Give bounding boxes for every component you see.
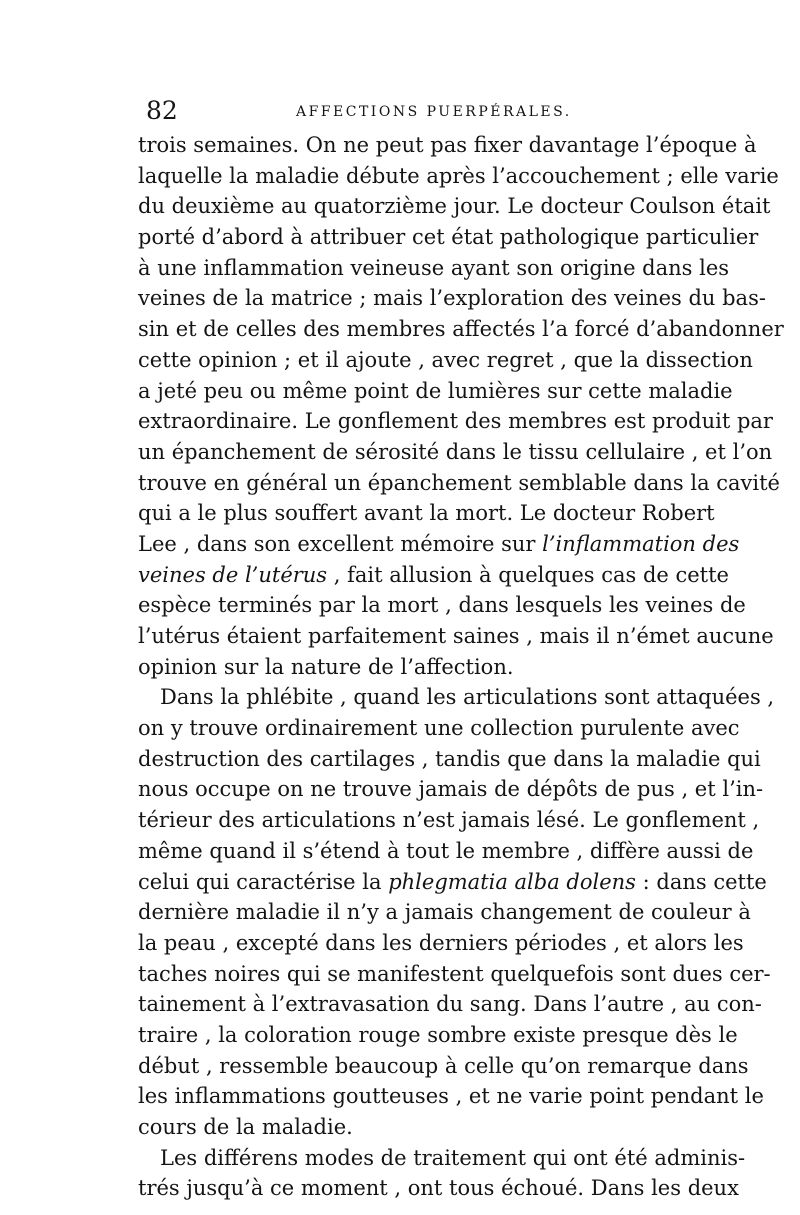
paragraph-start-line: Les différens modes de traitement qui ont été adminis- <box>160 1145 746 1170</box>
text-line: nous occupe on ne trouve jamais de dépôts de pus , et l’in- <box>138 777 764 802</box>
text-line: du deuxième au quatorzième jour. Le docteur Coulson était <box>138 194 771 219</box>
text-line: tainement à l’extravasation du sang. Dans l’autre , au con- <box>138 992 762 1017</box>
text-line: trouve en général un épanchement semblable dans la cavité <box>138 470 780 495</box>
text-line: a jeté peu ou même point de lumières sur cette maladie <box>138 378 733 403</box>
text-line: veines de la matrice ; mais l’exploration des veines du bas- <box>138 286 766 311</box>
text-line: à une inflammation veineuse ayant son origine dans les <box>138 255 730 280</box>
text-line: l’utérus étaient parfaitement saines , mais il n’émet aucune <box>138 624 774 648</box>
running-title: AFFECTIONS PUERPÉRALES. <box>296 104 572 120</box>
text-line: la peau , excepté dans les derniers périodes , et alors les <box>138 930 744 955</box>
text-line: laquelle la maladie débute après l’accouchement ; elle varie <box>138 163 779 188</box>
italic-phrase: veines de l’utérus <box>138 562 328 587</box>
text-line: même quand il s’étend à tout le membre , diffère aussi de <box>138 838 754 863</box>
body-text <box>138 130 784 1204</box>
italic-phrase: phlegmatia alba dolens <box>388 869 636 894</box>
text-line: dernière maladie il n’y a jamais changement de couleur à <box>138 900 751 925</box>
text-line: cette opinion ; et il ajoute , avec regret , que la dissection <box>138 347 753 372</box>
paragraph-end-line: cours de la maladie. <box>138 1115 353 1139</box>
text-line: début , ressemble beaucoup à celle qu’on remarque dans <box>138 1053 749 1078</box>
text-line: les inflammations goutteuses , et ne varie point pendant le <box>138 1084 764 1109</box>
text-line: trés jusqu’à ce moment , ont tous échoué. Dans les deux <box>138 1176 739 1201</box>
page-number: 82 <box>146 96 178 125</box>
text-line: porté d’abord à attribuer cet état pathologique particulier <box>138 225 759 250</box>
text-line: qui a le plus souffert avant la mort. Le docteur Robert <box>138 501 715 526</box>
text-line: destruction des cartilages , tandis que dans la maladie qui <box>138 746 761 771</box>
text-line: térieur des articulations n’est jamais lésé. Le gonflement , <box>138 808 760 833</box>
text-line: celui qui caractérise la phlegmatia alba dolens : dans cette <box>138 869 767 894</box>
text-line: un épanchement de sérosité dans le tissu cellulaire , et l’on <box>138 439 773 464</box>
text-line: veines de l’utérus , fait allusion à quelques cas de cette <box>138 562 729 587</box>
text-line: Lee , dans son excellent mémoire sur l’inflammation des <box>138 531 740 556</box>
paragraph-end-line: opinion sur la nature de l’affection. <box>138 654 514 679</box>
text-line: traire , la coloration rouge sombre existe presque dès le <box>138 1022 738 1047</box>
text-line: sin et de celles des membres affectés l’a forcé d’abandonner <box>138 317 784 342</box>
text-line: on y trouve ordinairement une collection purulente avec <box>138 716 740 741</box>
paragraph-start-line: Dans la phlébite , quand les articulations sont attaquées , <box>160 685 775 710</box>
text-line: extraordinaire. Le gonflement des membres est produit par <box>138 409 773 434</box>
text-line: taches noires qui se manifestent quelquefois sont dues cer- <box>138 961 771 986</box>
italic-phrase: l’inflammation des <box>542 531 740 556</box>
text-line: espèce terminés par la mort , dans lesquels les veines de <box>138 593 746 618</box>
text-line: trois semaines. On ne peut pas fixer davantage l’époque à <box>138 133 757 157</box>
page-header <box>146 96 670 126</box>
